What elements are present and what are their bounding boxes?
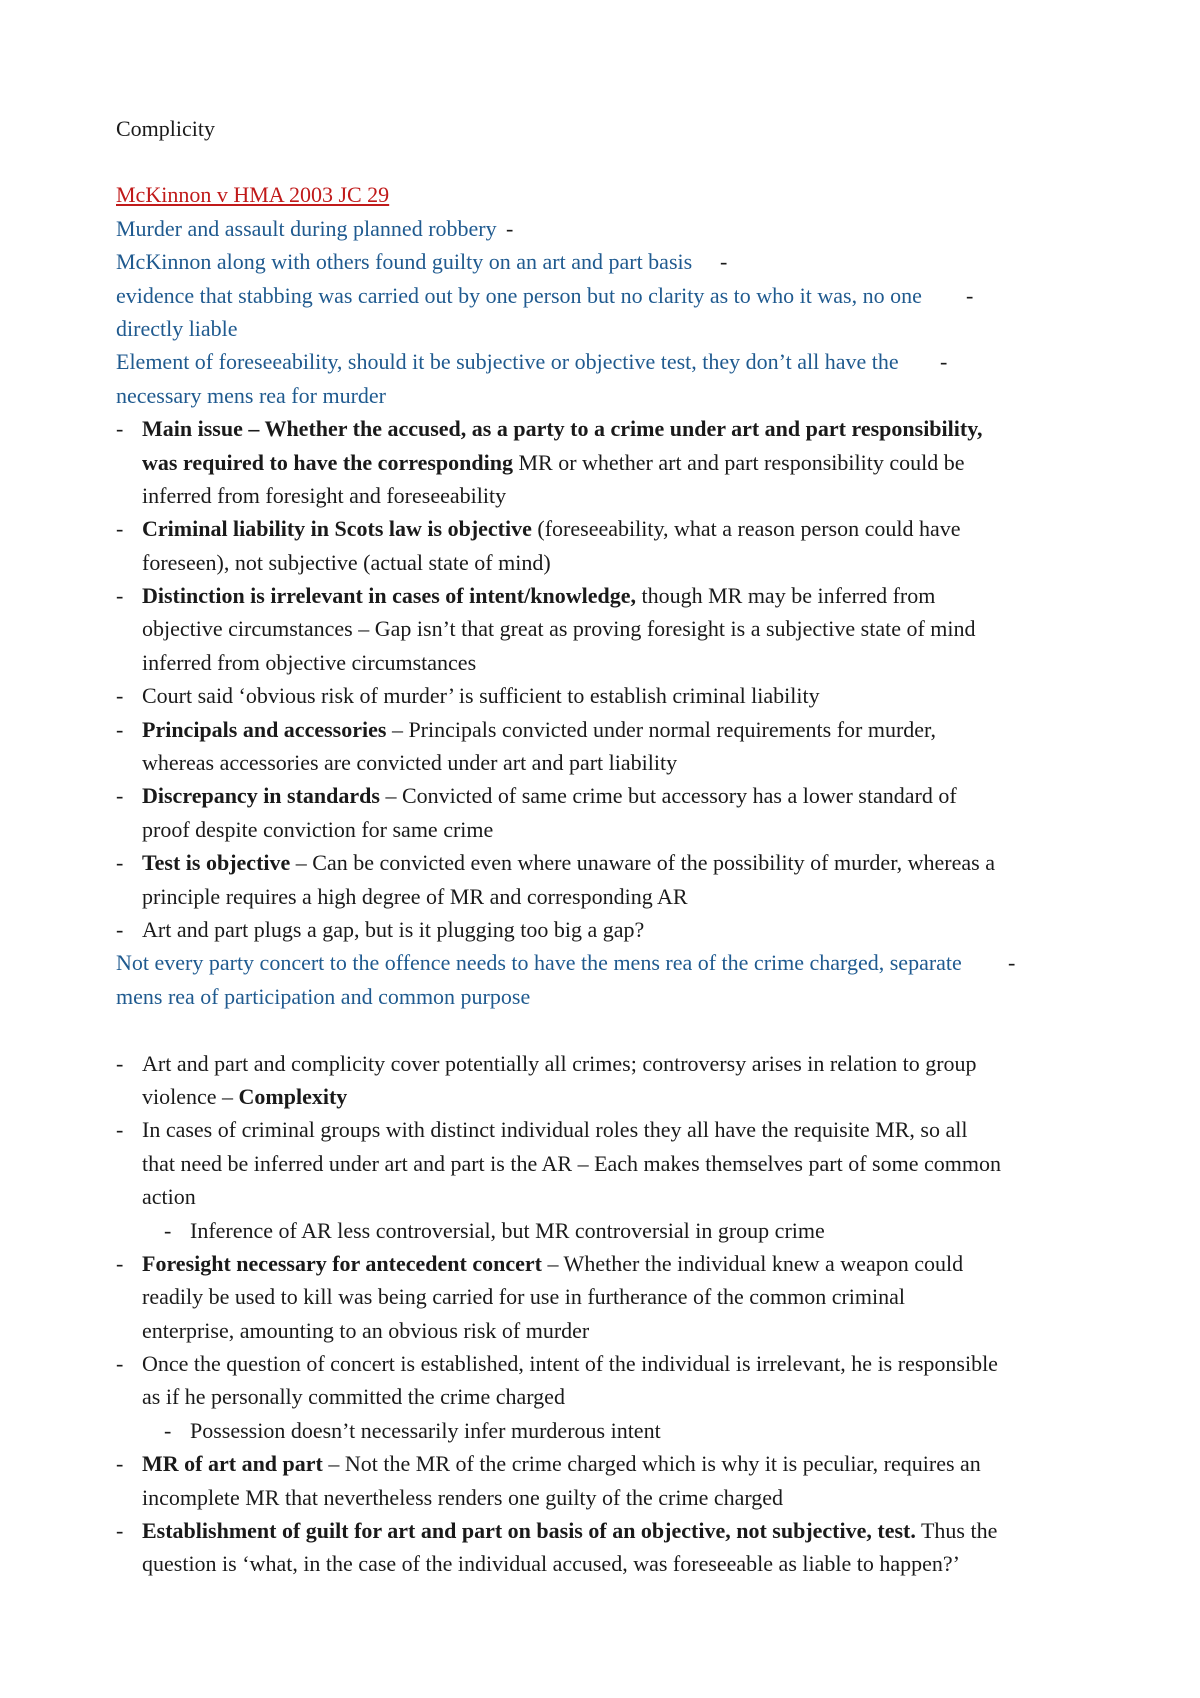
list-item-line bbox=[116, 913, 1116, 946]
bullet-dash: - bbox=[116, 1117, 124, 1143]
case-heading-link[interactable]: McKinnon v HMA 2003 JC 29 bbox=[116, 182, 390, 208]
summary-text: Not every party concert to the offence needs to have the mens rea of the crime charged, separate bbox=[116, 950, 962, 976]
summary-text: Murder and assault during planned robbery bbox=[116, 215, 497, 241]
bullet-dash: - bbox=[116, 850, 124, 876]
summary-line bbox=[116, 980, 1116, 1013]
summary-line bbox=[116, 312, 1116, 345]
list-item bbox=[116, 846, 1116, 913]
bold-text: Complexity bbox=[238, 1083, 348, 1109]
bold-text: Criminal liability in Scots law is objective bbox=[142, 516, 532, 542]
bullet-dash: - bbox=[116, 716, 124, 742]
list-item bbox=[116, 1514, 1116, 1581]
list-item-line bbox=[116, 1447, 1116, 1480]
spacer bbox=[116, 1013, 1116, 1046]
body-text: principle requires a high degree of MR and corresponding AR bbox=[142, 883, 688, 909]
list-item-line bbox=[116, 579, 1116, 612]
case-analysis-list bbox=[116, 412, 1116, 946]
list-item-line bbox=[116, 1347, 1116, 1380]
list-item-line bbox=[116, 1481, 1116, 1514]
list-item-line bbox=[116, 512, 1116, 545]
summary-text: Element of foreseeability, should it be subjective or objective test, they don’t all have the bbox=[116, 349, 899, 375]
bullet-dash: - bbox=[164, 1217, 172, 1243]
list-item-line bbox=[116, 546, 1116, 579]
summary-text: mens rea of participation and common purpose bbox=[116, 983, 531, 1009]
body-text: whereas accessories are convicted under art and part liability bbox=[142, 750, 678, 776]
list-item-line bbox=[116, 1214, 1116, 1247]
body-text: inferred from foresight and foreseeability bbox=[142, 482, 507, 508]
body-text: – Not the MR of the crime charged which is why it is peculiar, requires an bbox=[322, 1451, 981, 1477]
bold-text: Principals and accessories bbox=[142, 716, 387, 742]
body-text: Once the question of concert is established, intent of the individual is irrelevant, he is responsible bbox=[142, 1351, 998, 1377]
list-item-line bbox=[116, 1247, 1116, 1280]
trailing-dash: - bbox=[1008, 950, 1016, 976]
bold-text: was required to have the corresponding bbox=[142, 449, 519, 475]
bullet-dash: - bbox=[116, 1250, 124, 1276]
list-item-line bbox=[116, 1314, 1116, 1347]
trailing-dash: - bbox=[720, 249, 728, 275]
summary-line bbox=[116, 946, 1116, 979]
summary-line bbox=[116, 345, 1116, 378]
body-text: Art and part and complicity cover potentially all crimes; controversy arises in relation to group bbox=[142, 1050, 977, 1076]
bold-text: Establishment of guilt for art and part on basis of an objective, not subjective, test. bbox=[142, 1518, 916, 1544]
body-text: foreseen), not subjective (actual state of mind) bbox=[142, 549, 551, 575]
bold-text: MR of art and part bbox=[142, 1451, 323, 1477]
body-text: incomplete MR that nevertheless renders one guilty of the crime charged bbox=[142, 1484, 784, 1510]
list-item bbox=[116, 1113, 1116, 1213]
list-item bbox=[116, 679, 1116, 712]
list-item-line bbox=[116, 612, 1116, 645]
bold-text: Test is objective bbox=[142, 850, 291, 876]
list-item bbox=[116, 1047, 1116, 1114]
bullet-dash: - bbox=[164, 1417, 172, 1443]
body-text: – Convicted of same crime but accessory has a lower standard of bbox=[379, 783, 957, 809]
list-item-line bbox=[116, 1547, 1116, 1580]
body-text: Art and part plugs a gap, but is it plugging too big a gap? bbox=[142, 916, 645, 942]
list-item bbox=[116, 779, 1116, 846]
case-summary-block-2 bbox=[116, 946, 1116, 1013]
list-item-line bbox=[116, 779, 1116, 812]
body-text: (foreseeability, what a reason person could have bbox=[531, 516, 961, 542]
body-text: question is ‘what, in the case of the individual accused, was foreseeable as liable to happen?’ bbox=[142, 1551, 960, 1577]
list-item bbox=[116, 579, 1116, 679]
bullet-dash: - bbox=[116, 1518, 124, 1544]
body-text: objective circumstances – Gap isn’t that great as proving foresight is a subjective state of mind bbox=[142, 616, 976, 642]
body-text: Thus the bbox=[915, 1518, 998, 1544]
body-text: In cases of criminal groups with distinct individual roles they all have the requisite MR, so all bbox=[142, 1117, 968, 1143]
bullet-dash: - bbox=[116, 916, 124, 942]
list-item bbox=[116, 913, 1116, 946]
body-text: MR or whether art and part responsibility could be bbox=[518, 449, 965, 475]
list-item bbox=[116, 512, 1116, 579]
body-text: violence – bbox=[142, 1083, 239, 1109]
bold-text: Discrepancy in standards bbox=[142, 783, 380, 809]
list-item-line bbox=[116, 1113, 1116, 1146]
list-item-line bbox=[116, 679, 1116, 712]
list-item-line bbox=[116, 1047, 1116, 1080]
list-item-line bbox=[116, 479, 1116, 512]
trailing-dash: - bbox=[940, 349, 948, 375]
list-item-line bbox=[116, 1414, 1116, 1447]
list-item-line bbox=[116, 1514, 1116, 1547]
summary-text: evidence that stabbing was carried out by one person but no clarity as to who it was, no one bbox=[116, 282, 922, 308]
list-item bbox=[116, 412, 1116, 512]
summary-line bbox=[116, 279, 1116, 312]
summary-text: McKinnon along with others found guilty on an art and part basis bbox=[116, 249, 693, 275]
page-title: Complicity bbox=[116, 116, 215, 141]
summary-line bbox=[116, 212, 1116, 245]
body-text: – Whether the individual knew a weapon could bbox=[541, 1250, 964, 1276]
list-item-line bbox=[116, 880, 1116, 913]
list-item-line bbox=[116, 646, 1116, 679]
body-text: proof despite conviction for same crime bbox=[142, 816, 494, 842]
summary-text: directly liable bbox=[116, 315, 238, 341]
list-item-line bbox=[116, 846, 1116, 879]
complicity-notes-list bbox=[116, 1047, 1116, 1581]
list-item-line bbox=[116, 1147, 1116, 1180]
bold-text: Foresight necessary for antecedent concert bbox=[142, 1250, 542, 1276]
body-text: – Can be convicted even where unaware of the possibility of murder, whereas a bbox=[290, 850, 995, 876]
summary-line bbox=[116, 379, 1116, 412]
body-text: enterprise, amounting to an obvious risk of murder bbox=[142, 1317, 590, 1343]
list-item-line bbox=[116, 813, 1116, 846]
list-item-line bbox=[116, 1180, 1116, 1213]
list-item-line bbox=[116, 446, 1116, 479]
case-heading[interactable] bbox=[116, 178, 1116, 211]
bold-text: Distinction is irrelevant in cases of intent/knowledge, bbox=[142, 583, 636, 609]
body-text: though MR may be inferred from bbox=[635, 583, 936, 609]
bullet-dash: - bbox=[116, 783, 124, 809]
body-text: action bbox=[142, 1184, 196, 1210]
summary-line bbox=[116, 245, 1116, 278]
bullet-dash: - bbox=[116, 1050, 124, 1076]
bullet-dash: - bbox=[116, 416, 124, 442]
list-item bbox=[116, 1414, 1116, 1447]
body-text: Court said ‘obvious risk of murder’ is sufficient to establish criminal liability bbox=[142, 683, 820, 709]
case-summary-block bbox=[116, 212, 1116, 412]
body-text: inferred from objective circumstances bbox=[142, 649, 477, 675]
document-page bbox=[116, 112, 1116, 1581]
body-text: as if he personally committed the crime charged bbox=[142, 1384, 565, 1410]
list-item-line bbox=[116, 713, 1116, 746]
trailing-dash: - bbox=[506, 215, 514, 241]
list-item-line bbox=[116, 412, 1116, 445]
list-item bbox=[116, 1447, 1116, 1514]
list-item bbox=[116, 713, 1116, 780]
bullet-dash: - bbox=[116, 683, 124, 709]
body-text: Possession doesn’t necessarily infer murderous intent bbox=[190, 1417, 661, 1443]
spacer bbox=[116, 145, 1116, 178]
bold-text: Main issue – Whether the accused, as a party to a crime under art and part responsibility, bbox=[142, 416, 983, 442]
bullet-dash: - bbox=[116, 1451, 124, 1477]
list-item-line bbox=[116, 1280, 1116, 1313]
trailing-dash: - bbox=[966, 282, 974, 308]
body-text: – Principals convicted under normal requirements for murder, bbox=[386, 716, 936, 742]
bullet-dash: - bbox=[116, 583, 124, 609]
list-item bbox=[116, 1347, 1116, 1414]
body-text: Inference of AR less controversial, but MR controversial in group crime bbox=[190, 1217, 825, 1243]
summary-text: necessary mens rea for murder bbox=[116, 382, 386, 408]
bullet-dash: - bbox=[116, 1351, 124, 1377]
list-item-line bbox=[116, 746, 1116, 779]
bullet-dash: - bbox=[116, 516, 124, 542]
body-text: readily be used to kill was being carried for use in furtherance of the common criminal bbox=[142, 1284, 906, 1310]
body-text: that need be inferred under art and part is the AR – Each makes themselves part of some common bbox=[142, 1150, 1001, 1176]
list-item bbox=[116, 1214, 1116, 1247]
list-item-line bbox=[116, 1380, 1116, 1413]
list-item bbox=[116, 1247, 1116, 1347]
list-item-line bbox=[116, 1080, 1116, 1113]
